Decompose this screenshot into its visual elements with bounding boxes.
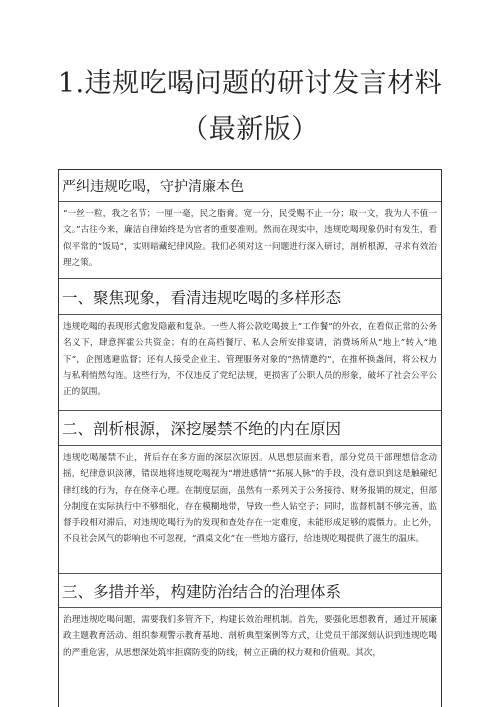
section-3-heading: 三、多措并举，构建防治结合的治理体系 — [59, 574, 441, 608]
section-2-heading: 二、剖析根源，深挖屡禁不绝的内在原因 — [59, 411, 441, 446]
section-1-body: 违规吃喝的表现形式愈发隐蔽和复杂。一些人将公款吃喝披上“工作餐”的外衣，在看似正常的公务名义下，肆意挥霍公共资金；有的在高档餐厅、私人会所安排宴请，消费场所从“地上”转入“地下”，企图逃避监督；还有人接受企业主、管理服务对象的“热情邀约”，在推杯换盏间，将公权力与私利悄然勾连。这些行为，不仅违反了党纪法规，更损害了公职人员的形象，破坏了社会公平公正的氛围。 — [59, 315, 441, 411]
section-2-body: 违规吃喝屡禁不止，背后存在多方面的深层次原因。从思想层面来看，部分党员干部理想信念动摇，纪律意识淡薄，错误地将违规吃喝视为“增进感情”“拓展人脉”的手段，没有意识到这是触碰纪律红线的行为，存在侥幸心理。在制度层面，虽然有一系列关于公务接待、财务报销的规定，但部分制度在实际执行中不够细化，存在模糊地带，导致一些人钻空子；同时，监督机制不够完善，监督手段相对滞后，对违规吃喝行为的发现和查处存在一定难度，未能形成足够的震慑力。止匕外，不良社会风气的影响也不可忽视，“酒桌文化”在一些地方盛行，给违规吃喝提供了滋生的温床。 — [59, 446, 441, 574]
section-3-body: 治理违规吃喝问题，需要我们多管齐下，构建长效治理机制。首先，要强化思想教育，通过开展廉政主题教育活动、组织参观警示教育基地、剖析典型案例等方式，让党员干部深刻认识到违规吃喝的严重危害，从思想深处筑牢拒腐防变的防线，树立正确的权力观和价值观。其次， — [63, 615, 437, 658]
main-heading: 严纠违规吃喝，守护清廉本色 — [59, 170, 441, 202]
content-table — [58, 169, 442, 707]
document-title: 1.违规吃喝问题的研讨发言材料 — [57, 68, 443, 99]
intro-paragraph: “一丝一粒，我之名节；一厘一毫，民之脂膏。宽一分，民受赐不止一分；取一文，我为人不值一文。”古往今来，廉洁自律始终是为官者的重要准则。然而在现实中，违规吃喝现象仍时有发生，看似平常的“饭局”，实则暗藏纪律风险。我们必须对这一问题进行深入研讨，剖析根源，寻求有效治理之策。 — [59, 202, 441, 279]
section-1-heading: 一、聚焦现象，看清违规吃喝的多样形态 — [59, 279, 441, 315]
document-subtitle: （最新版） — [181, 114, 319, 145]
